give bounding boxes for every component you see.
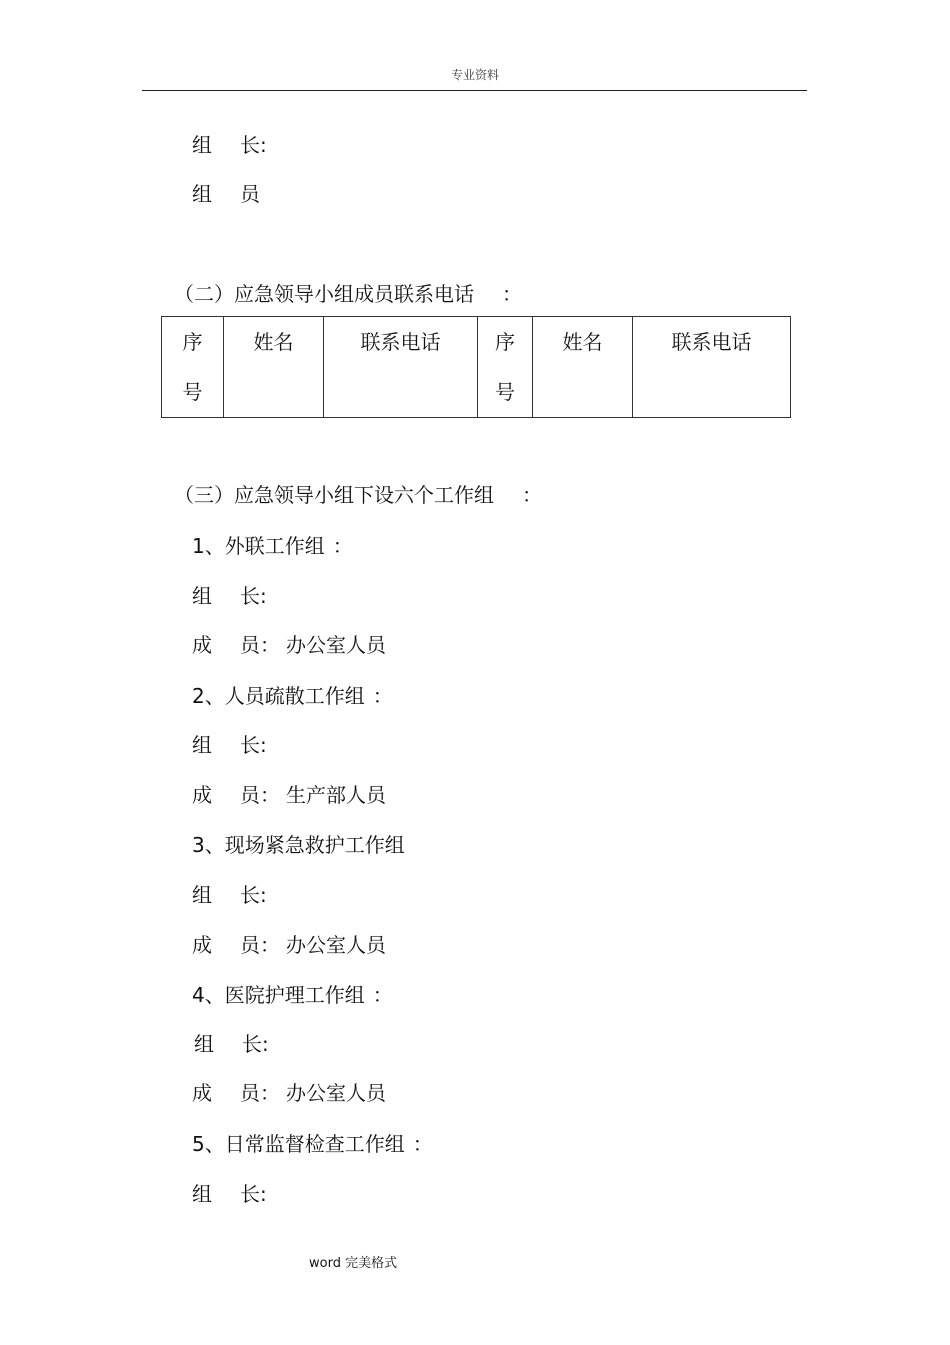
- section3-heading: [174, 483, 542, 507]
- section2-heading: [174, 282, 522, 306]
- group-title: 4、医院护理工作组 ：: [192, 983, 393, 1007]
- group-members: 成 员： 办公室人员: [192, 633, 386, 657]
- group-members: 成 员： 生产部人员: [192, 783, 386, 807]
- table-header-row: [162, 317, 791, 418]
- page-footer: word 完美格式: [309, 1256, 398, 1271]
- leader-label-char1: 组: [192, 133, 212, 157]
- col-phone: 联系电话: [324, 317, 478, 418]
- group-members: 成 员： 办公室人员: [192, 933, 386, 957]
- contact-table: [161, 316, 791, 418]
- group-leader: 组 长:: [192, 584, 267, 608]
- member-line: [192, 182, 260, 206]
- group-title: 1、外联工作组 ：: [192, 534, 353, 558]
- group-leader: 组 长:: [194, 1032, 269, 1056]
- group-leader: 组 长:: [192, 733, 267, 757]
- header-divider: [142, 90, 807, 91]
- col-phone-2: 联系电话: [633, 317, 791, 418]
- group-members: 成 员： 办公室人员: [192, 1081, 386, 1105]
- group-leader: 组 长:: [192, 1182, 267, 1206]
- group-title: 2、人员疏散工作组 ：: [192, 684, 393, 708]
- member-label-char2: 员: [240, 182, 260, 206]
- section2-heading-colon: ：: [502, 282, 522, 306]
- col-name-2: 姓名: [533, 317, 633, 418]
- group-leader: 组 长:: [192, 883, 267, 907]
- leader-line: [192, 133, 267, 157]
- section2-heading-text: （二）应急领导小组成员联系电话: [174, 282, 474, 306]
- col-name: 姓名: [224, 317, 324, 418]
- group-title: 3、现场紧急救护工作组: [192, 833, 405, 857]
- section3-heading-text: （三）应急领导小组下设六个工作组: [174, 483, 494, 507]
- section3-heading-colon: ：: [522, 483, 542, 507]
- page-header: 专业资料: [450, 68, 499, 82]
- col-seq: 序 号: [162, 317, 224, 418]
- leader-label-char2: 长:: [240, 133, 267, 157]
- col-seq-2: 序 号: [478, 317, 533, 418]
- group-title: 5、日常监督检查工作组 ：: [192, 1132, 433, 1156]
- member-label-char1: 组: [192, 182, 212, 206]
